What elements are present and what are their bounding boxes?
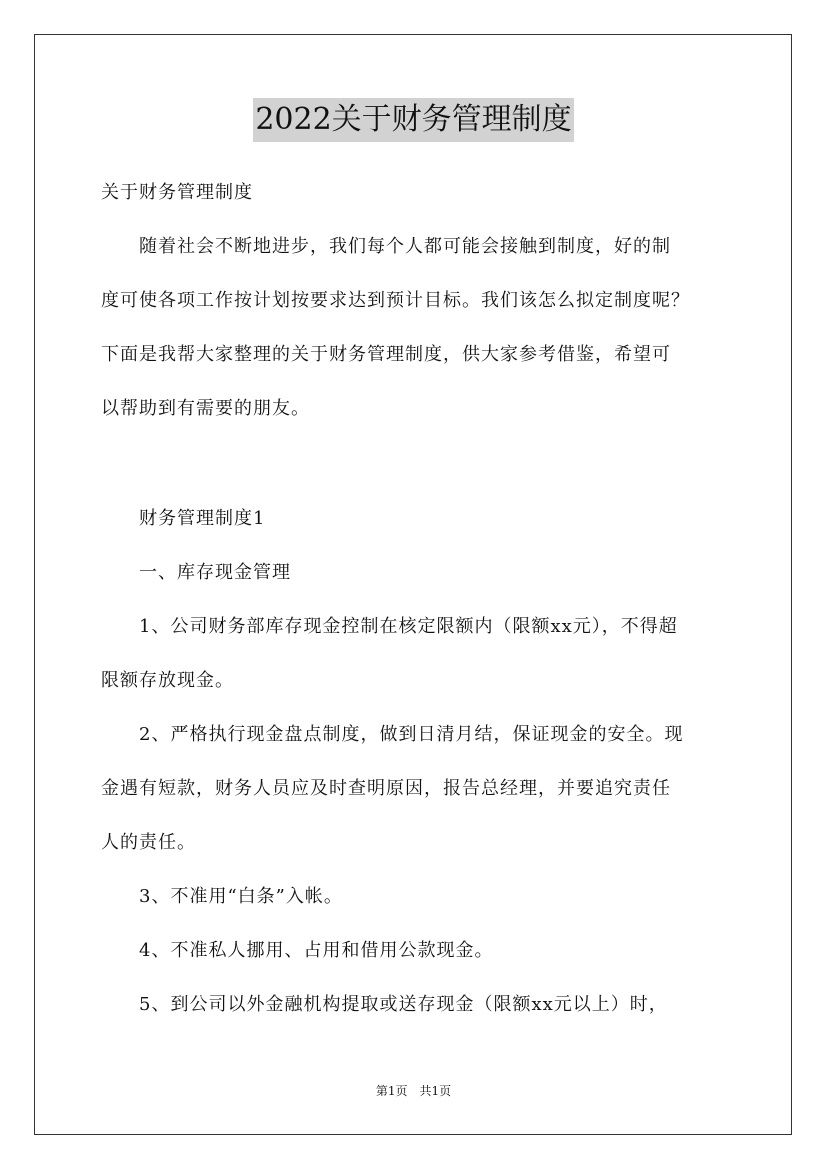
- paragraph-line: 以帮助到有需要的朋友。: [101, 398, 310, 419]
- paragraph-line: 金遇有短款，财务人员应及时查明原因，报告总经理，并要追究责任: [101, 778, 671, 799]
- paragraph-line: 2、严格执行现金盘点制度，做到日清月结，保证现金的安全。现: [101, 724, 684, 745]
- page-footer: [0, 1082, 827, 1100]
- paragraph-line: 下面是我帮大家整理的关于财务管理制度，供大家参考借鉴，希望可: [101, 344, 671, 365]
- subsection-heading: 一、库存现金管理: [101, 562, 291, 583]
- title-container: [0, 98, 827, 142]
- document-title: 2022关于财务管理制度: [253, 98, 573, 142]
- paragraph-line: 1、公司财务部库存现金控制在核定限额内（限额xx元），不得超: [101, 616, 678, 637]
- page-number: 第1页 共1页: [375, 1084, 452, 1098]
- paragraph-line: 5、到公司以外金融机构提取或送存现金（限额xx元以上）时，: [101, 994, 668, 1015]
- paragraph-line: 人的责任。: [101, 832, 196, 853]
- paragraph-line: 度可使各项工作按计划按要求达到预计目标。我们该怎么拟定制度呢？: [101, 290, 690, 311]
- paragraph-line: 随着社会不断地进步，我们每个人都可能会接触到制度，好的制: [101, 236, 671, 257]
- paragraph-line: 3、不准用“白条”入帐。: [101, 886, 343, 907]
- paragraph-line: 限额存放现金。: [101, 670, 234, 691]
- section-heading: 财务管理制度1: [101, 508, 266, 529]
- paragraph-line: 4、不准私人挪用、占用和借用公款现金。: [101, 940, 494, 961]
- subtitle-line: 关于财务管理制度: [101, 182, 253, 203]
